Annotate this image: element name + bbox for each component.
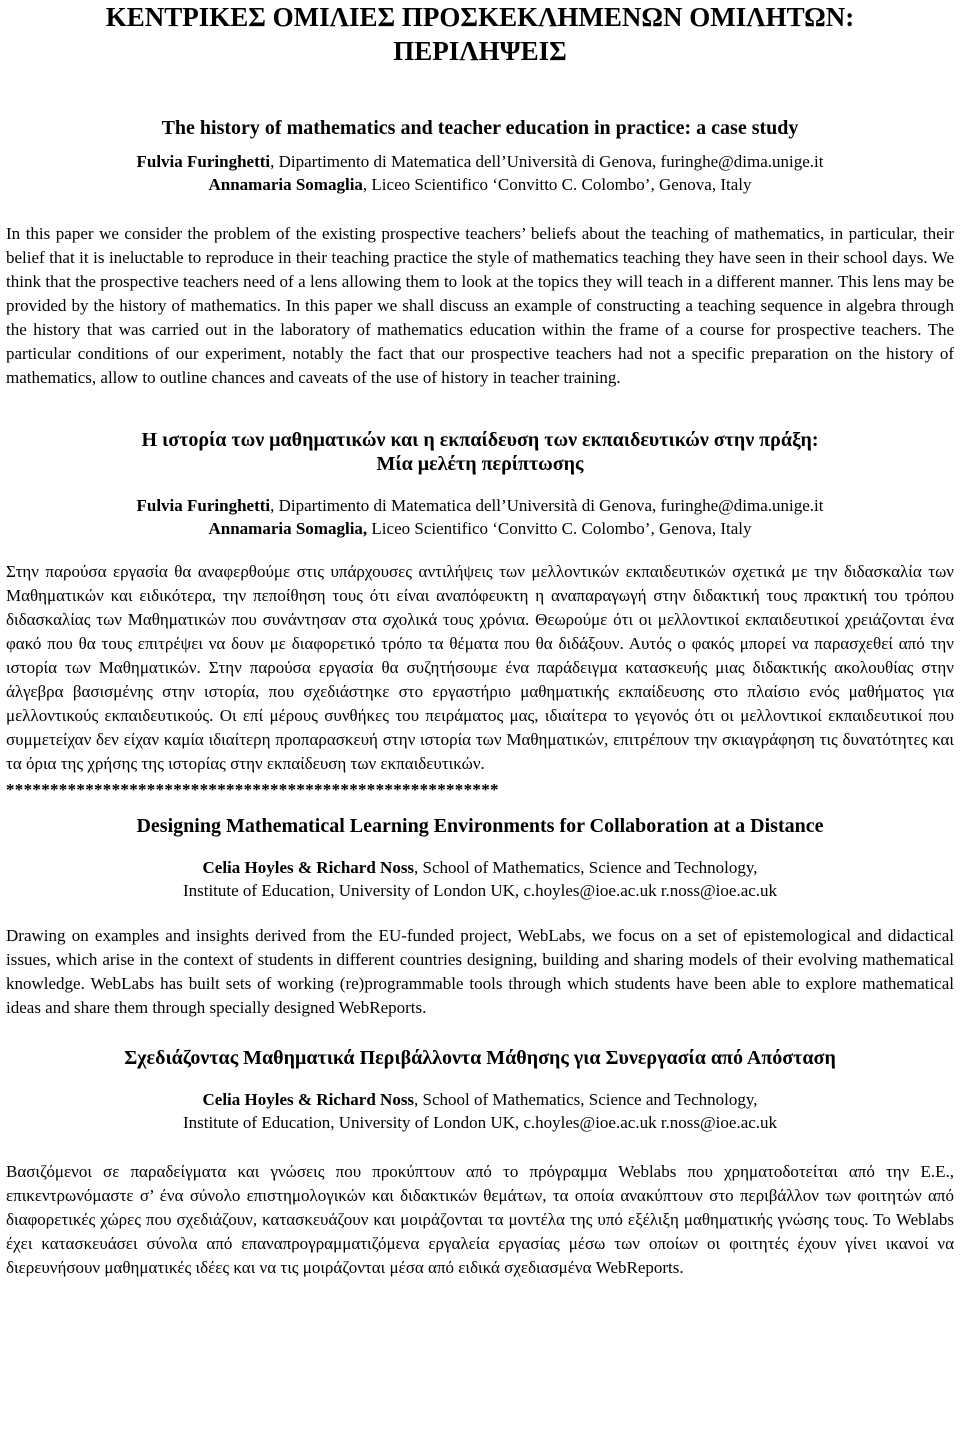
paper2-en-abstract: Drawing on examples and insights derived from the EU-funded project, WebLabs, we focus on a set of epistemological and didactical issues, which arise in the context of students in different countries designing, building and sharing models of their evolving mathematical knowledge. WebLabs has built sets of working (re)programmable tools through which students have been able to explore mathematical ideas and share them through specially designed WebReports. — [6, 926, 954, 1017]
paper2-gr-abstract: Βασιζόμενοι σε παραδείγματα και γνώσεις που προκύπτουν από το πρόγραμμα Weblabs που χρηματοδοτείται από την Ε.Ε., επικεντρωνόμαστε σ’ ένα σύνολο επιστημολογικών και διδακτικών θεμάτων, τα οποία ανακύπτουν στο περιβάλλον των φοιτητών από διαφορετικές χώρες που σχεδιάζουν, κατασκευάζουν και μοιράζονται τα μοντέλα της υπό εξέλιξη μαθηματικής γνώσης τους. Το Weblabs έχει κατασκευάσει σύνολα από επαναπρογραμματιζόμενα εργαλεία εργασίας μέσω των οποίων οι φοιτητές έχουν γίνει ικανοί να διερευνήσουν μαθηματικές ιδέες και να τις μοιράζονται μέσα από ειδικά σχεδιασμένα WebReports. — [6, 1162, 954, 1277]
paper2-gr-authors — [6, 1088, 954, 1134]
paper2-en-title: Designing Mathematical Learning Environments for Collaboration at a Distance — [136, 815, 824, 837]
paper1-gr-author1-name: Fulvia Furinghetti — [136, 496, 271, 515]
paper1-gr-title — [6, 428, 954, 476]
main-title-line1: ΚΕΝΤΡΙΚΕΣ ΟΜΙΛΙΕΣ ΠΡΟΣΚΕΚΛΗΜΕΝΩΝ ΟΜΙΛΗΤΩΝ: — [105, 2, 855, 32]
paper1-gr-abstract: Στην παρούσα εργασία θα αναφερθούμε στις υπάρχουσες αντιλήψεις των μελλοντικών εκπαιδευτικών σχετικά με την διδασκαλία των Μαθηματικών και ειδικότερα, την πεποίθηση τους ότι είναι αναπόφευκτη η αναπαραγωγή στην διδακτική τους πρακτική του τρόπου διδασκαλίας των Μαθηματικών που συνάντησαν στα σχολικά τους χρόνια. Θεωρούμε ότι οι μελλοντικοί εκπαιδευτικοί χρειάζονται ένα φακό που θα τους επιτρέψει να δουν με διαφορετικό τρόπο τα θέματα που θα διδάξουν. Αυτός ο φακός μπορεί να παρασχεθεί από την ιστορία των Μαθηματικών. Στην παρούσα εργασία θα συζητήσουμε ένα παράδειγμα κατασκευής μιας διδακτικής ακολουθίας στην άλγεβρα βασισμένης στην ιστορία, που σχεδιάστηκε στο εργαστήριο μαθηματικής εκπαίδευσης στο πλαίσιο ενός μαθήματος για μελλοντικούς εκπαιδευτικούς. Οι επί μέρους συνθήκες του πειράματος μας, ιδιαίτερα το γεγονός ότι οι μελλοντικοί εκπαιδευτικοί που συμμετείχαν δεν είχαν καμία ιδιαίτερη προπαρασκευή στην ιστορία των Μαθηματικών, επιτρέπουν την σκιαγράφηση τις δυνατότητες και τα όρια της χρήσης της ιστορίας στην εκπαίδευση των εκπαιδευτικών. — [6, 562, 954, 773]
main-title — [6, 0, 954, 68]
paper1-en-author2-affil: , Liceo Scientifico ‘Convitto C. Colombo’, Genova, Italy — [362, 175, 752, 194]
paper2-gr-author-names: Celia Hoyles & Richard Noss — [202, 1090, 415, 1109]
main-title-line2: ΠΕΡΙΛΗΨΕΙΣ — [393, 36, 567, 66]
paper1-en-author1-affil: , Dipartimento di Matematica dell’Università di Genova, furinghe@dima.unige.it — [270, 152, 824, 171]
paper1-gr-title-line2: Μία μελέτη περίπτωσης — [376, 453, 584, 475]
paper2-en-affil1: , School of Mathematics, Science and Technology, — [414, 858, 758, 877]
paper1-gr-title-line1: Η ιστορία των μαθηματικών και η εκπαίδευση των εκπαιδευτικών στην πράξη: — [141, 429, 819, 451]
paper2-gr-title: Σχεδιάζοντας Μαθηματικά Περιβάλλοντα Μάθησης για Συνεργασία από Απόσταση — [124, 1047, 836, 1069]
paper1-gr-author2-affil: Liceo Scientifico ‘Convitto C. Colombo’, Genova, Italy — [367, 519, 752, 538]
paper1-gr-author1-affil: , Dipartimento di Matematica dell’Università di Genova, furinghe@dima.unige.it — [270, 496, 824, 515]
paper1-en-authors — [6, 150, 954, 196]
paper2-en-author-names: Celia Hoyles & Richard Noss — [202, 858, 415, 877]
paper1-en-author2-name: Annamaria Somaglia — [208, 175, 363, 194]
paper2-gr-affil2: Institute of Education, University of London UK, c.hoyles@ioe.ac.uk r.noss@ioe.ac.uk — [182, 1113, 778, 1132]
paper2-gr-affil1: , School of Mathematics, Science and Technology, — [414, 1090, 758, 1109]
paper2-en-authors — [6, 856, 954, 902]
section-separator: ******************************************************** — [6, 780, 499, 799]
paper2-en-affil2: Institute of Education, University of London UK, c.hoyles@ioe.ac.uk r.noss@ioe.ac.uk — [182, 881, 778, 900]
paper1-en-abstract: In this paper we consider the problem of the existing prospective teachers’ beliefs about the teaching of mathematics, in particular, their belief that it is ineluctable to reproduce in their teaching practice the style of mathematics teaching they have seen in their school days. We think that the prospective teachers need of a lens allowing them to look at the topics they will teach in a different manner. This lens may be provided by the history of mathematics. In this paper we shall discuss an example of constructing a teaching sequence in algebra through the history that was carried out in the laboratory of mathematics education within the frame of a course for prospective teachers. The particular conditions of our experiment, notably the fact that our prospective teachers had not a specific preparation on the history of mathematics, allow to outline chances and caveats of the use of history in teacher training. — [6, 224, 954, 387]
paper1-gr-author2-name: Annamaria Somaglia, — [208, 519, 368, 538]
paper1-en-author1-name: Fulvia Furinghetti — [136, 152, 271, 171]
paper1-gr-authors — [6, 494, 954, 540]
paper1-en-title: The history of mathematics and teacher education in practice: a case study — [161, 117, 799, 139]
